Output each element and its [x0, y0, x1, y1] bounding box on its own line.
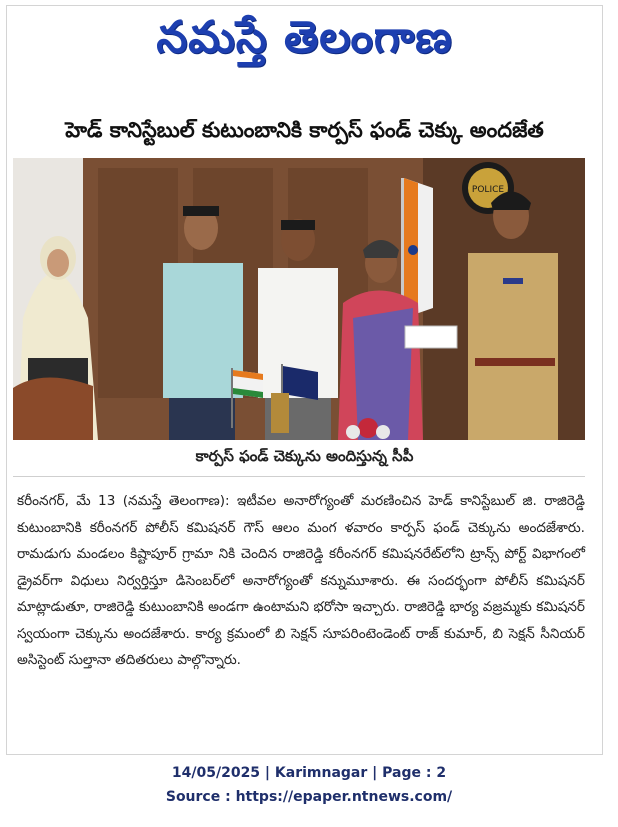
article-body: కరీంనగర్, మే 13 (నమస్తే తెలంగాణ): ఇటీవల అనారోగ్యంతో మరణించిన హెడ్ కానిస్టేబుల్ జి. రాజిరెడ్డి కుటుంబానికి కరీంనగర్ పోలీస్ కమిషనర్ గౌస్ ఆలం మంగ ళవారం కార్పస్ ఫండ్ చెక్కును అందజేశారు. రామడుగు మండలం కిష్టాపూర్ గ్రామా నికి చెందిన రాజిరెడ్డి కరీంనగర్ కమిషనరేట్‌లోని ట్రాన్స్ పోర్ట్ విభాగంలో డ్రైవర్‌గా విధులు నిర్వర్తిస్తూ డిసెంబర్‌లో అనారోగ్యంతో కన్నుమూశారు. ఈ సందర్భంగా పోలీస్ కమిషనర్ మాట్లాడుతూ, రాజిరెడ్డి కుటుంబానికి అండగా ఉంటామని భరోసా ఇచ్చారు. రాజిరెడ్డి భార్య వజ్రమ్మకు కమిషనర్ స్వయంగా చెక్కును అందజేశారు. కార్య క్రమంలో బి సెక్షన్ సూపరింటెండెంట్ రాజ్ కుమార్, బి సెక్షన్ సీనియర్ అసిస్టెంట్ సుల్తానా తదితరులు పాల్గొన్నారు. — [17, 493, 585, 668]
footer-source — [0, 789, 618, 805]
source-label: Source : — [165, 789, 236, 805]
masthead: నమస్తే తెలంగాణ — [156, 12, 453, 63]
cheque — [405, 326, 457, 348]
photo-caption: కార్పస్ ఫండ్ చెక్కును అందిస్తున్న సీపీ — [195, 447, 414, 465]
headline: హెడ్ కానిస్టేబుల్ కుటుంబానికి కార్పస్ ఫండ్ చెక్కు అందజేత — [65, 118, 544, 142]
emblem-text: POLICE — [471, 185, 505, 195]
newspaper-clipping — [6, 5, 603, 755]
source-link[interactable]: https://epaper.ntnews.com/ — [235, 789, 453, 805]
footer-meta: 14/05/2025 | Karimnagar | Page : 2 — [171, 765, 447, 781]
news-photo — [13, 158, 585, 440]
photo-illustration — [13, 158, 585, 440]
divider-top — [13, 476, 585, 477]
